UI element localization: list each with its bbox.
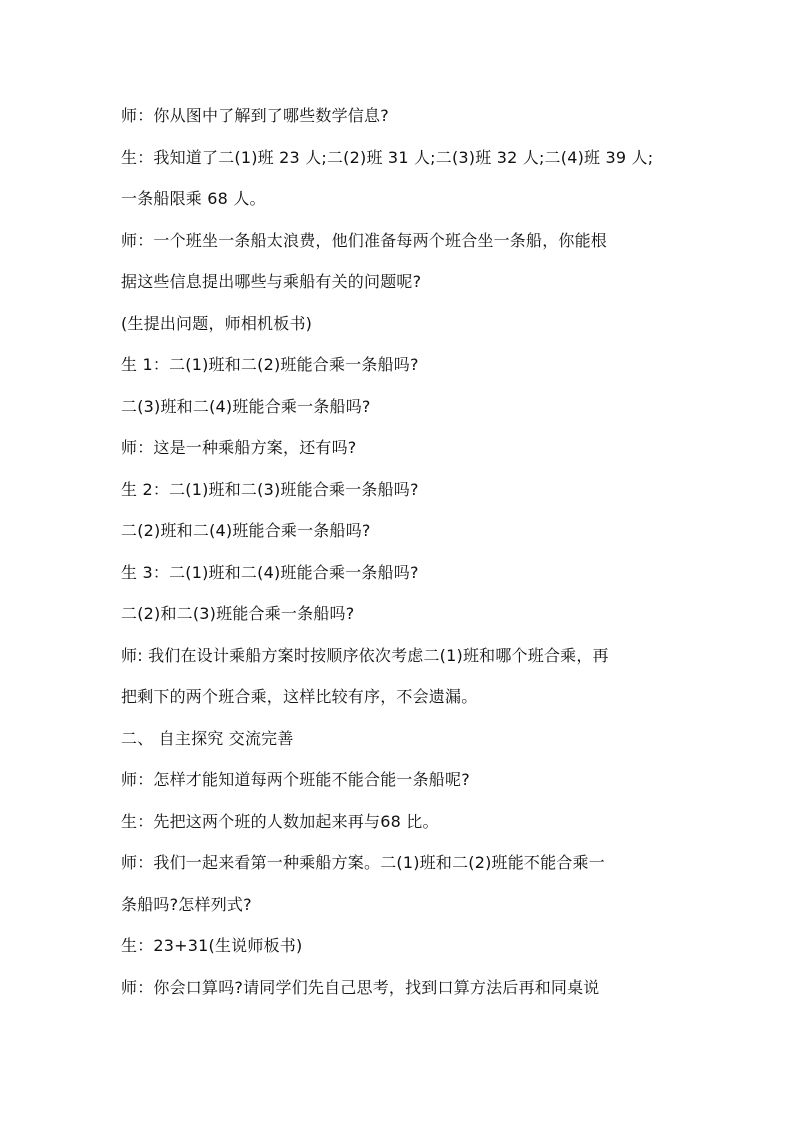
text-line: 生：先把这两个班的人数加起来再与68 比。 (121, 811, 439, 831)
text-line: 条船吗?怎样列式? (121, 894, 252, 914)
text-line: 二(3)班和二(4)班能合乘一条船吗? (121, 396, 371, 416)
text-line: 一条船限乘 68 人。 (121, 189, 266, 208)
text-line: 师：这是一种乘船方案，还有吗? (121, 438, 357, 457)
text-line: (生提出问题，师相机板书) (121, 313, 313, 333)
text-line: 生 2：二(1)班和二(3)班能合乘一条船吗? (121, 479, 419, 499)
text-line: 师：我们一起来看第一种乘船方案。二(1)班和二(2)班能不能合乘一 (121, 853, 605, 872)
text-line: 生：我知道了二(1)班 23 人;二(2)班 31 人;二(3)班 32 人;二(4)班 39 人; (121, 147, 654, 167)
text-line: 据这些信息提出哪些与乘船有关的问题呢? (121, 272, 422, 291)
text-line: 生：23+31(生说师板书) (121, 936, 303, 955)
text-line: 师：你从图中了解到了哪些数学信息? (121, 106, 389, 125)
text-line: 二(2)班和二(4)班能合乘一条船吗? (121, 521, 371, 540)
text-line: 师：你会口算吗?请同学们先自己思考，找到口算方法后再和同桌说 (121, 977, 600, 997)
text-line: 师：怎样才能知道每两个班能不能合能一条船呢? (121, 770, 470, 789)
document-body (121, 100, 681, 1013)
section-heading: 二、 自主探究 交流完善 (121, 728, 294, 748)
text-line: 师: 我们在设计乘船方案时按顺序依次考虑二(1)班和哪个班合乘，再 (121, 645, 609, 665)
text-line: 师：一个班坐一条船太浪费，他们准备每两个班合坐一条船，你能根 (121, 230, 608, 250)
text-line: 生 3：二(1)班和二(4)班能合乘一条船吗? (121, 562, 419, 582)
text-line: 生 1：二(1)班和二(2)班能合乘一条船吗? (121, 355, 419, 374)
text-line: 把剩下的两个班合乘，这样比较有序，不会遗漏。 (121, 687, 478, 706)
text-line: 二(2)和二(3)班能合乘一条船吗? (121, 604, 355, 623)
